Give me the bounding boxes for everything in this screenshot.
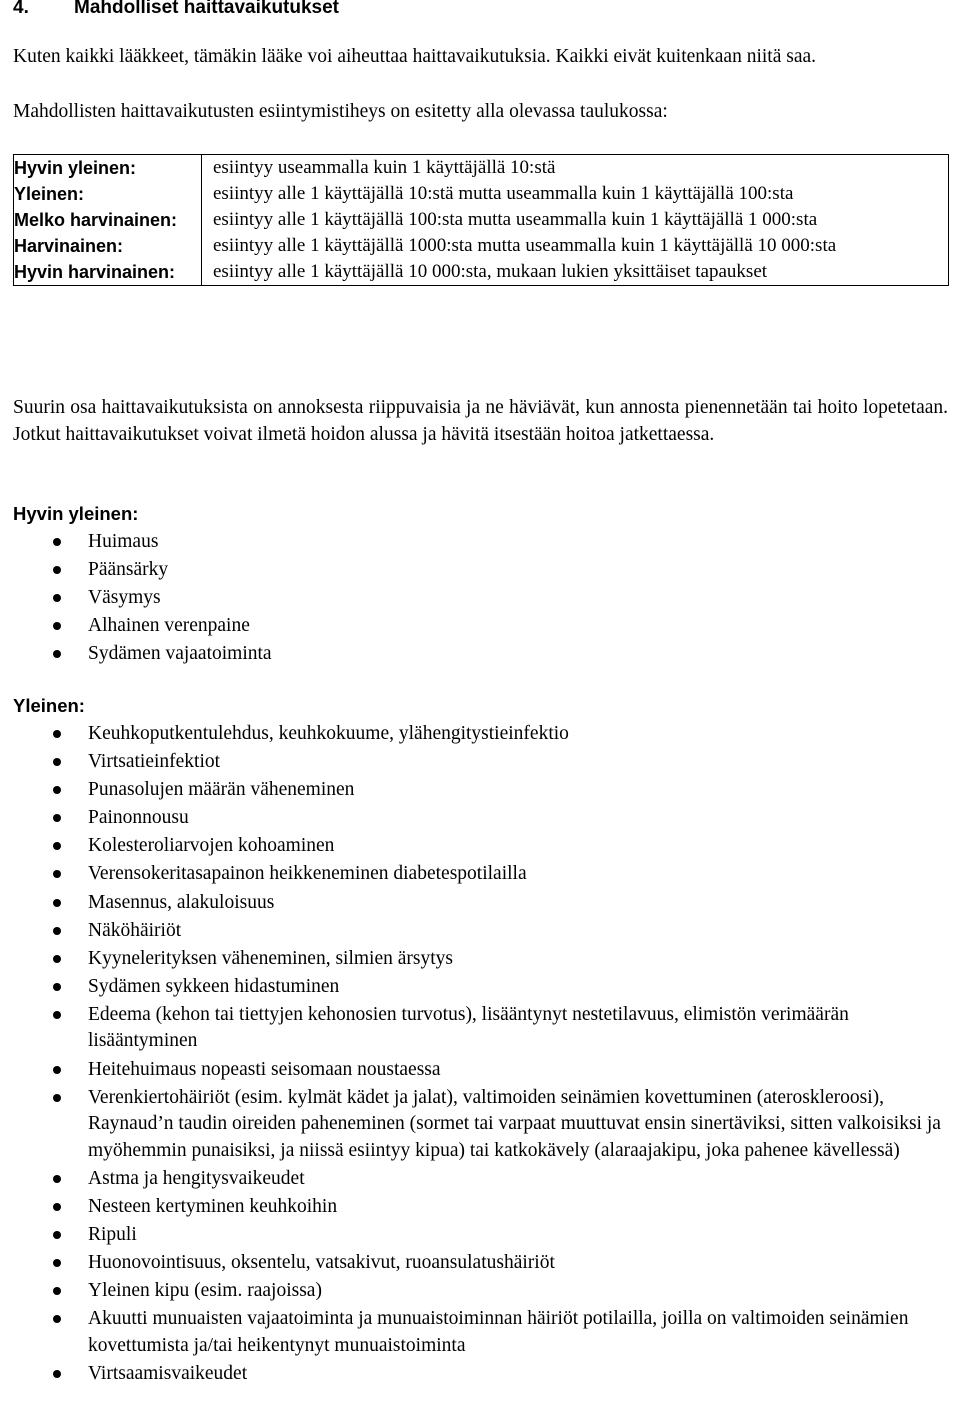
- summary-paragraph: Suurin osa haittavaikutuksista on annoksesta riippuvaisia ja ne häviävät, kun annosta pienennetään tai hoito lopetetaan. Jotkut haittavaikutukset voivat ilmetä hoidon alussa ja hävitä itsestään hoitoa jatkettaessa.: [13, 397, 948, 445]
- list-item: [13, 1278, 948, 1305]
- frequency-description: esiintyy alle 1 käyttäjällä 100:sta mutta useammalla kuin 1 käyttäjällä 1 000:sta: [213, 209, 818, 230]
- list-item-text: Edeema (kehon tai tiettyjen kehonosien turvotus), lisääntynyt nestetilavuus, elimistön verimäärän lisääntyminen: [88, 1003, 849, 1052]
- frequency-label: Yleinen:: [14, 181, 202, 207]
- list-item: [13, 529, 948, 556]
- list-item: [13, 918, 948, 945]
- list-item: [13, 1250, 948, 1277]
- frequency-label: Harvinainen:: [14, 233, 202, 259]
- list-item-text: Virtsatieinfektiot: [88, 751, 221, 773]
- list-item-text: Verenkiertohäiriöt (esim. kylmät kädet ja jalat), valtimoiden seinämien kovettuminen (ateroskleroosi), Raynaud’n taudin oireiden paheneminen (sormet tai varpaat muuttuvat ensin sinertäviksi, sitten valkoisiksi ja myöhemmin punaisiksi, ja niissä esiintyy kipua) tai katkokävely (alaraajakipu, joka pahenee kävellessä): [88, 1086, 941, 1161]
- section-heading: [13, 0, 339, 19]
- list-item-text: Päänsärky: [88, 559, 169, 581]
- list-item: [13, 585, 948, 612]
- list-item-text: Punasolujen määrän väheneminen: [88, 779, 355, 801]
- frequency-row: [14, 259, 949, 286]
- very-common-title: Hyvin yleinen:: [13, 503, 139, 524]
- list-item-text: Heitehuimaus nopeasti seisomaan noustaessa: [88, 1058, 441, 1080]
- list-item-text: Yleinen kipu (esim. raajoissa): [88, 1280, 322, 1302]
- list-item-text: Kolesteroliarvojen kohoaminen: [88, 835, 335, 857]
- list-item: [13, 557, 948, 584]
- list-item: [13, 613, 948, 640]
- section-number: 4.: [13, 0, 29, 18]
- list-item: [13, 1194, 948, 1221]
- list-item: [13, 974, 948, 1001]
- intro-line-2: Mahdollisten haittavaikutusten esiintymistiheys on esitetty alla olevassa taulukossa:: [13, 101, 668, 122]
- very-common-list: [13, 529, 948, 669]
- list-item: [13, 890, 948, 917]
- list-item-text: Huonovointisuus, oksentelu, vatsakivut, ruoansulatushäiriöt: [88, 1252, 555, 1273]
- list-item-text: Verensokeritasapainon heikkeneminen diabetespotilailla: [88, 863, 527, 885]
- frequency-row: [14, 207, 949, 233]
- frequency-label: Hyvin harvinainen:: [14, 259, 202, 286]
- list-item-text: Sydämen sykkeen hidastuminen: [88, 975, 340, 997]
- list-item: [13, 946, 948, 973]
- frequency-description: esiintyy alle 1 käyttäjällä 1000:sta mutta useammalla kuin 1 käyttäjällä 10 000:sta: [213, 235, 837, 256]
- frequency-description: esiintyy alle 1 käyttäjällä 10:stä mutta useammalla kuin 1 käyttäjällä 100:sta: [213, 183, 794, 204]
- list-item: [13, 1085, 948, 1165]
- list-item-text: Masennus, alakuloisuus: [88, 891, 275, 913]
- list-item-text: Alhainen verenpaine: [88, 615, 250, 637]
- frequency-row: [14, 181, 949, 207]
- frequency-label: Hyvin yleinen:: [14, 155, 202, 182]
- list-item: [13, 833, 948, 860]
- intro-line-1: Kuten kaikki lääkkeet, tämäkin lääke voi aiheuttaa haittavaikutuksia. Kaikki eivät kuitenkaan niitä saa.: [13, 46, 817, 67]
- list-item-text: Väsymys: [88, 587, 161, 609]
- frequency-description: esiintyy alle 1 käyttäjällä 10 000:sta, mukaan lukien yksittäiset tapaukset: [213, 261, 768, 282]
- frequency-row: [14, 155, 949, 182]
- list-item-text: Akuutti munuaisten vajaatoiminta ja munuaistoiminnan häiriöt potilailla, joilla on valtimoiden seinämien kovettumista ja/tai heikentynyt munuaistoiminta: [88, 1308, 909, 1356]
- list-item-text: Keuhkoputkentulehdus, keuhkokuume, ylähengitystieinfektio: [88, 723, 569, 744]
- list-item: [13, 777, 948, 804]
- list-item: [13, 1361, 948, 1388]
- frequency-description: esiintyy useammalla kuin 1 käyttäjällä 10:stä: [213, 157, 556, 178]
- list-item-text: Painonnousu: [88, 807, 189, 829]
- list-item: [13, 1166, 948, 1193]
- list-item-text: Nesteen kertyminen keuhkoihin: [88, 1195, 338, 1217]
- list-item: [13, 861, 948, 888]
- section-title: Mahdolliset haittavaikutukset: [74, 0, 340, 18]
- list-item-text: Astma ja hengitysvaikeudet: [88, 1167, 305, 1189]
- frequency-table: [13, 154, 949, 286]
- list-item: [13, 1306, 948, 1359]
- list-item: [13, 1057, 948, 1084]
- list-item: [13, 641, 948, 668]
- list-item-text: Kyynelerityksen väheneminen, silmien ärsytys: [88, 947, 453, 969]
- list-item: [13, 749, 948, 776]
- common-title: Yleinen:: [13, 695, 85, 716]
- list-item-text: Näköhäiriöt: [88, 919, 182, 941]
- list-item: [13, 721, 948, 748]
- frequency-label: Melko harvinainen:: [14, 207, 202, 233]
- common-list: [13, 721, 948, 1389]
- list-item-text: Sydämen vajaatoiminta: [88, 643, 272, 665]
- list-item-text: Virtsaamisvaikeudet: [88, 1362, 248, 1384]
- list-item: [13, 1002, 948, 1055]
- frequency-row: [14, 233, 949, 259]
- list-item: [13, 805, 948, 832]
- list-item-text: Ripuli: [88, 1223, 137, 1245]
- list-item: [13, 1222, 948, 1249]
- list-item-text: Huimaus: [88, 531, 159, 552]
